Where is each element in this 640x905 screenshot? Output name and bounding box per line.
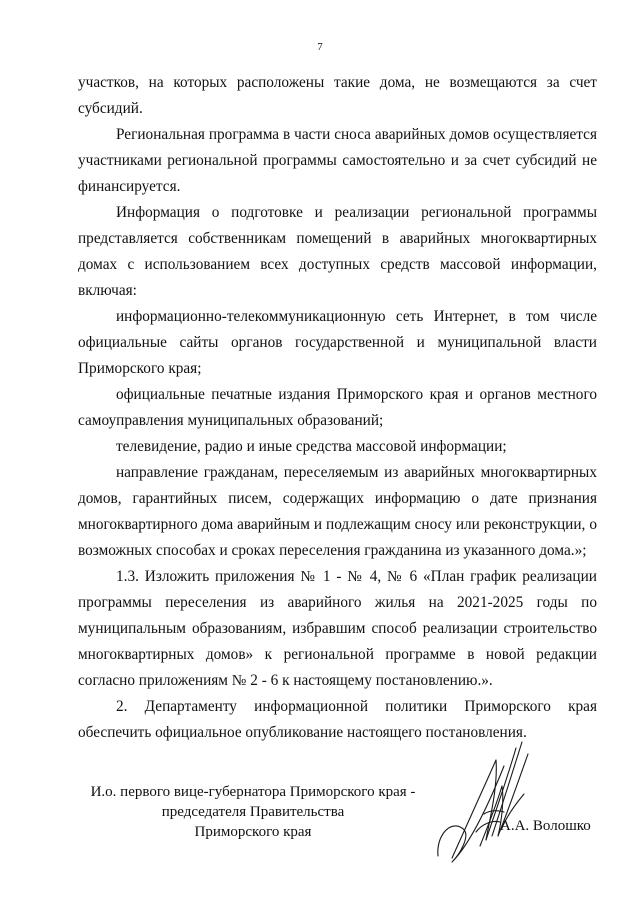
paragraph-demolition: Региональная программа в части сноса аварийных домов осуществляется участниками региональной программы самостоятельно и за счет субсидий не финансируется. — [78, 126, 597, 195]
paragraph-section-1-3: 1.3. Изложить приложения № 1 - № 4, № 6 «План график реализации программы переселения из аварийного жилья на 2021-2025 годы по муниципальным образованиям, избравшим способ реализации строительство многоквартирных домов» к региональной программе в новой редакции согласно приложениям № 2 - 6 к настоящему постановлению.». — [78, 568, 597, 689]
page-number: 7 — [317, 41, 323, 53]
signatory-title — [78, 782, 428, 842]
paragraph-information: Информация о подготовке и реализации региональной программы представляется собственникам помещений в аварийных многоквартирных домах с использованием всех доступных средств массовой информации, включая: — [78, 204, 597, 299]
paragraph-subsidies-continuation: участков, на которых расположены такие дома, не возмещаются за счет субсидий. — [78, 74, 597, 117]
paragraph-guarantee-letters: направление гражданам, переселяемым из аварийных многоквартирных домов, гарантийных писем, содержащих информацию о дате признания многоквартирного дома аварийным и подлежащим сносу или реконструкции, о возможных способах и сроках переселения гражданина из указанного дома.»; — [78, 464, 597, 559]
signatory-title-line-1: И.о. первого вице-губернатора Приморского края - — [90, 784, 416, 800]
paragraph-internet: информационно-телекоммуникационную сеть Интернет, в том числе официальные сайты органов государственной и муниципальной власти Приморского края; — [78, 308, 597, 377]
paragraph-print-media: официальные печатные издания Приморского края и органов местного самоуправления муниципальных образований; — [78, 386, 597, 429]
handwritten-signature — [432, 736, 542, 866]
paragraph-section-2: 2. Департаменту информационной политики Приморского края обеспечить официальное опубликование настоящего постановления. — [78, 698, 597, 741]
paragraph-broadcast: телевидение, радио и иные средства массовой информации; — [116, 438, 507, 455]
signatory-title-line-3: Приморского края — [194, 824, 312, 840]
signatory-name: А.А. Волошко — [500, 818, 591, 834]
document-body — [78, 70, 597, 746]
signatory-title-line-2: председателя Правительства — [161, 804, 345, 820]
